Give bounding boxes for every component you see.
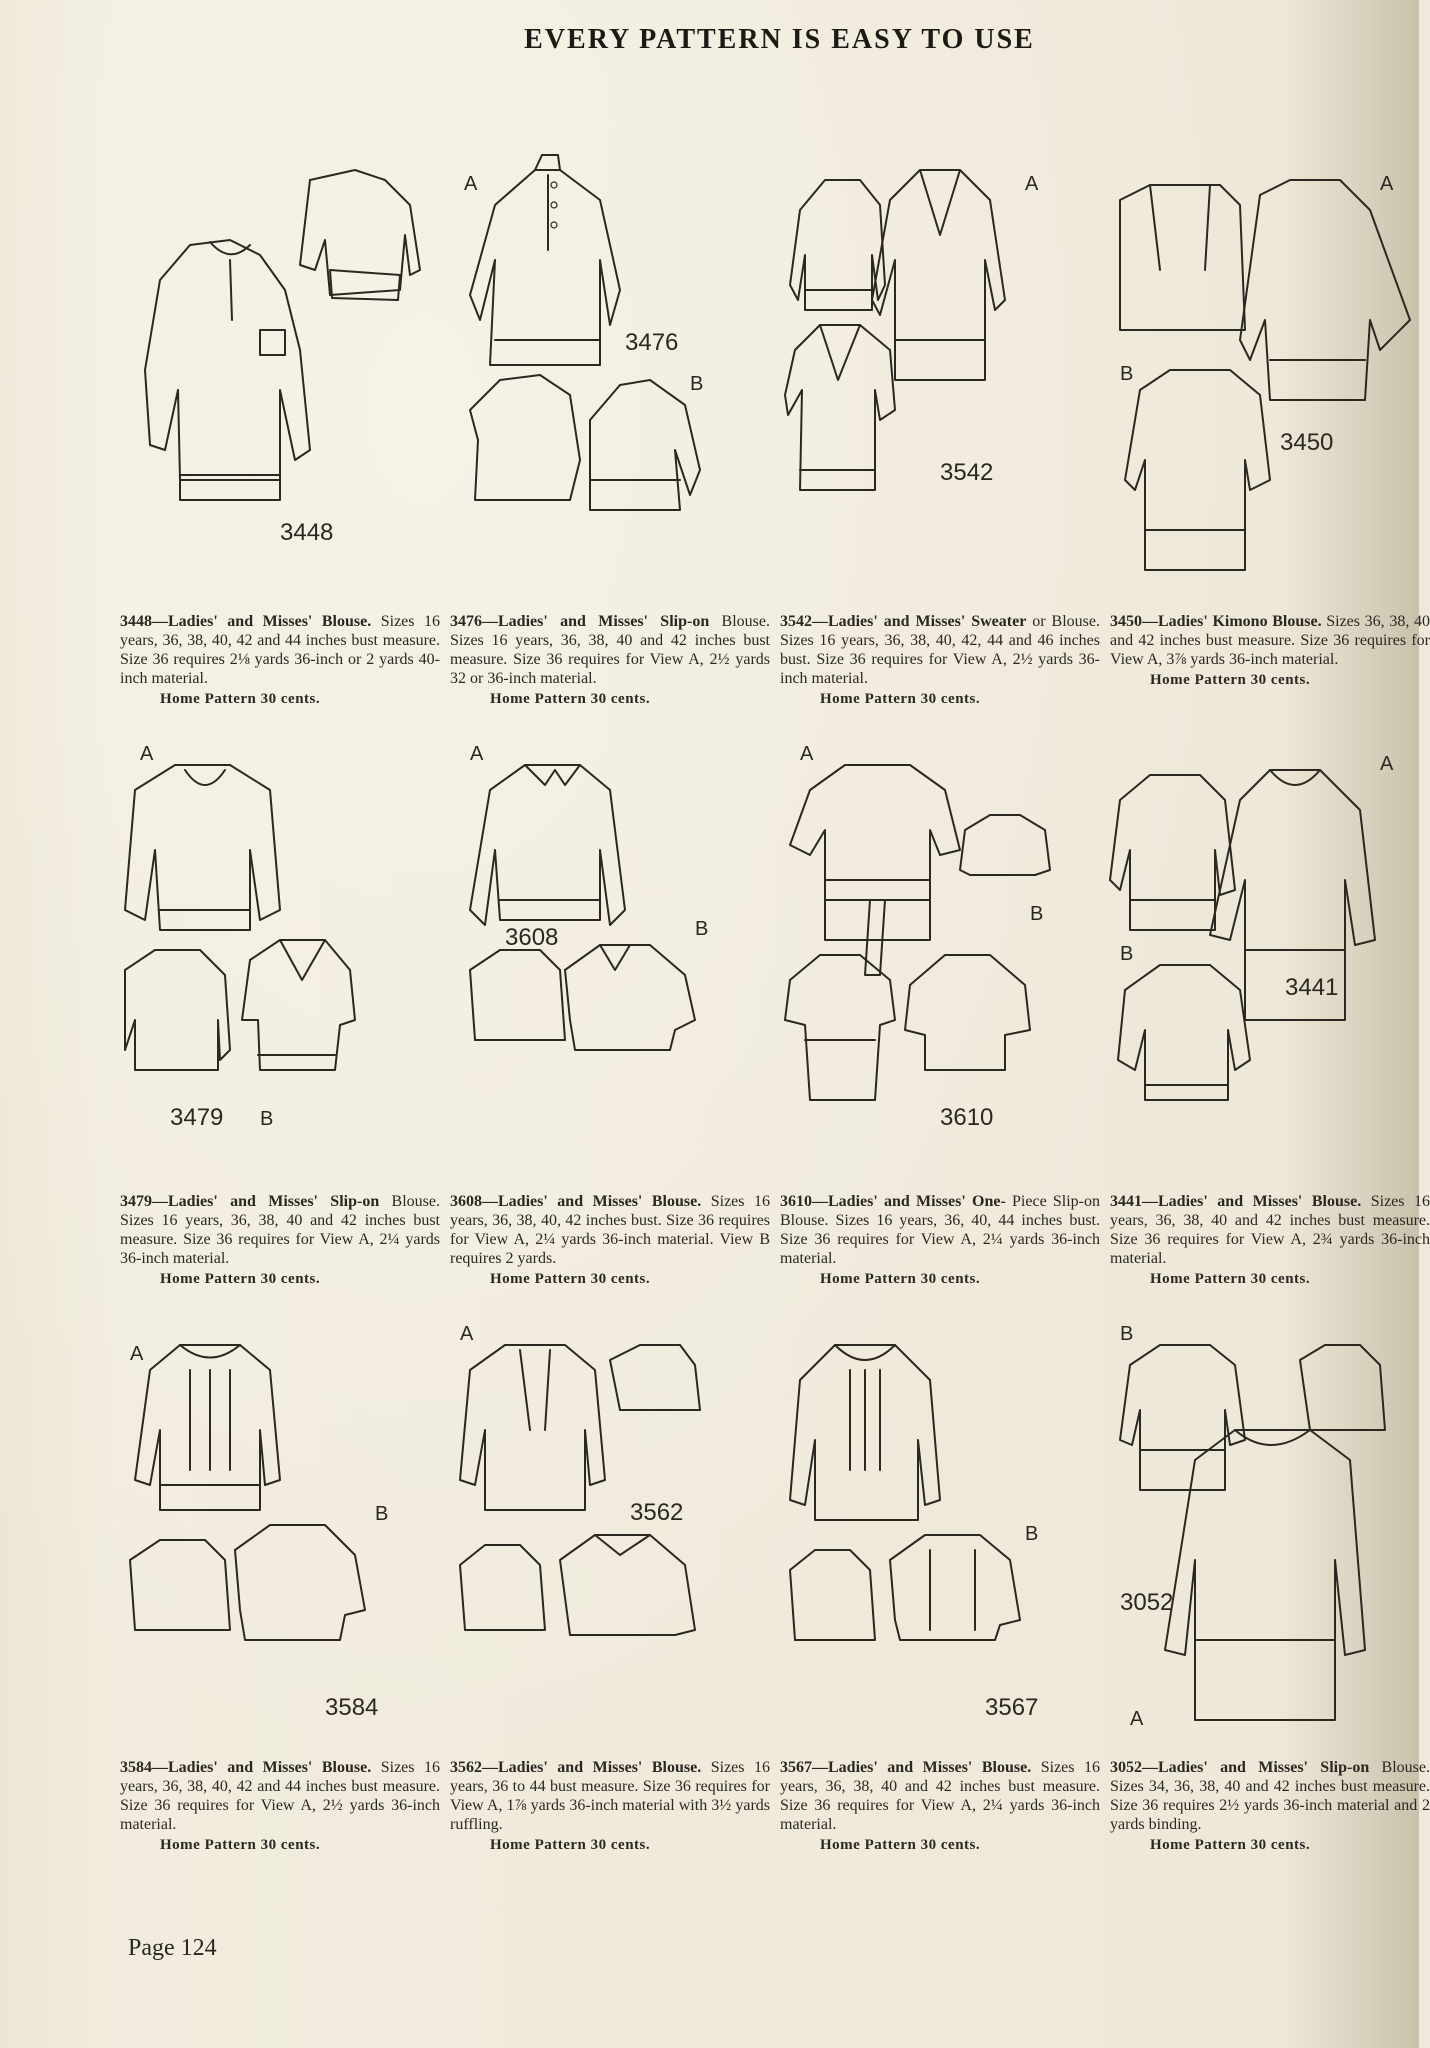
pattern-price: Home Pattern 30 cents. [1150,1837,1311,1853]
caption-title: 3608—Ladies' and Misses' Blouse. [450,1193,702,1210]
view-label-a: A [1380,173,1394,195]
pattern-caption [450,612,770,709]
view-label-a: A [464,173,478,195]
sweater-illustration [780,150,1090,590]
pattern-number: 3567 [985,1694,1039,1721]
view-label-b: B [1030,903,1044,925]
caption-body: Sizes 16 years, 36, 38, 40 and 42 inches bust measure. Size 36 requires for View A, 2¼ yards 36-inch material. [780,1759,1100,1833]
blouse-illustration [780,1310,1090,1750]
view-label-a: A [1025,173,1039,195]
view-label-b: B [695,918,709,940]
pattern-price: Home Pattern 30 cents. [160,691,321,707]
pattern-number: 3608 [505,924,559,951]
caption-body: Blouse. Sizes 34, 36, 38, 40 and 42 inches bust measure. Size 36 requires 2½ yards 36-inch material and 2 yards binding. [1110,1759,1430,1833]
view-label-b: B [260,1108,274,1130]
pattern-caption [120,612,440,709]
pattern-price: Home Pattern 30 cents. [1150,672,1311,688]
pattern-price: Home Pattern 30 cents. [490,1271,651,1287]
view-label-b: B [375,1503,389,1525]
pattern-price: Home Pattern 30 cents. [490,691,651,707]
pattern-price: Home Pattern 30 cents. [820,1271,981,1287]
pattern-number: 3584 [325,1694,379,1721]
view-label-b: B [1120,363,1134,385]
view-label-a: A [140,743,154,765]
caption-title: 3441—Ladies' and Misses' Blouse. [1110,1193,1362,1210]
pattern-caption [1110,1758,1430,1855]
blouse-illustration [120,1310,430,1750]
page-title: EVERY PATTERN IS EASY TO USE [524,24,1035,55]
pattern-caption [780,1758,1100,1855]
caption-body: Sizes 16 years, 36, 38, 40, 42 and 44 inches bust measure. Size 36 requires 2⅛ yards 36-inch or 2 yards 40-inch material. [120,613,440,687]
pattern-price: Home Pattern 30 cents. [160,1837,321,1853]
caption-title: 3567—Ladies' and Misses' Blouse. [780,1759,1032,1776]
pattern-caption [780,612,1100,709]
view-label-b: B [690,373,704,395]
page-header [0,24,1419,56]
pattern-caption [1110,612,1430,690]
caption-body: Sizes 16 years, 36, 38, 40, 42 inches bust. Size 36 requires for View A, 2¼ yards 36-inch material. View B requires 2 yards. [450,1193,770,1267]
pattern-price: Home Pattern 30 cents. [820,691,981,707]
caption-title: 3052—Ladies' and Misses' Slip-on [1110,1759,1370,1776]
pattern-price: Home Pattern 30 cents. [490,1837,651,1853]
caption-body: Sizes 16 years, 36, 38, 40, 42 and 44 inches bust measure. Size 36 requires for View A, 2½ yards 36-inch material. [120,1759,440,1833]
pattern-caption [120,1758,440,1855]
pattern-price: Home Pattern 30 cents. [820,1837,981,1853]
caption-body: or Blouse. Sizes 16 years, 36, 38, 40, 42, 44 and 46 inches bust. Size 36 requires for View A, 2½ yards 36-inch material. [780,613,1100,687]
blouse-illustration [450,1310,760,1750]
caption-title: 3584—Ladies' and Misses' Blouse. [120,1759,372,1776]
pattern-caption [1110,1192,1430,1289]
page-number: Page 124 [128,1935,217,1961]
pattern-number: 3610 [940,1104,994,1131]
caption-body: Blouse. Sizes 16 years, 36, 38, 40 and 42 inches bust measure. Size 36 requires for View A, 2¼ yards 36-inch material. [120,1193,440,1267]
slip-on-blouse-illustration [1110,1310,1420,1750]
view-label-a: A [130,1343,144,1365]
caption-body: Sizes 16 years, 36 to 44 bust measure. Size 36 requires for View A, 1⅞ yards 36-inch material with 3½ yards ruffling. [450,1759,770,1833]
blouse-illustration [120,730,430,1170]
view-label-b: B [1025,1523,1039,1545]
view-label-a: A [1130,1708,1144,1730]
blouse-illustration [1110,730,1420,1170]
caption-title: 3450—Ladies' Kimono Blouse. [1110,613,1322,630]
blouse-illustration [450,150,760,590]
blouse-illustration [120,150,430,590]
slip-on-blouse-illustration [780,730,1090,1170]
caption-title: 3476—Ladies' and Misses' Slip-on [450,613,710,630]
pattern-number: 3450 [1280,429,1334,456]
caption-body: Sizes 36, 38, 40 and 42 inches bust measure. Size 36 requires for View A, 3⅞ yards 36-inch material. [1110,613,1430,668]
pattern-number: 3476 [625,329,679,356]
caption-body: Sizes 16 years, 36, 38, 40 and 42 inches bust measure. Size 36 requires for View A, 2¾ yards 36-inch material. [1110,1193,1430,1267]
kimono-blouse-illustration [1110,150,1420,590]
pattern-number: 3542 [940,459,994,486]
pattern-grid [120,150,1430,1900]
caption-title: 3479—Ladies' and Misses' Slip-on [120,1193,380,1210]
pattern-caption [450,1758,770,1855]
caption-title: 3562—Ladies' and Misses' Blouse. [450,1759,702,1776]
pattern-caption [450,1192,770,1289]
pattern-number: 3448 [280,519,334,546]
caption-title: 3542—Ladies' and Misses' Sweater [780,613,1027,630]
view-label-a: A [470,743,484,765]
blouse-illustration [450,730,760,1170]
pattern-caption [120,1192,440,1289]
view-label-b: B [1120,1323,1134,1345]
pattern-number: 3479 [170,1104,224,1131]
caption-body: Blouse. Sizes 16 years, 36, 38, 40 and 42 inches bust measure. Size 36 requires for View A, 2½ yards 32 or 36-inch material. [450,613,770,687]
view-label-a: A [460,1323,474,1345]
view-label-b: B [1120,943,1134,965]
caption-body: Piece Slip-on Blouse. Sizes 16 years, 36, 40, 44 inches bust. Size 36 requires for View A, 2¼ yards 36-inch material. [780,1193,1100,1267]
caption-title: 3610—Ladies' and Misses' One- [780,1193,1006,1210]
pattern-price: Home Pattern 30 cents. [160,1271,321,1287]
pattern-number: 3562 [630,1499,684,1526]
pattern-number: 3441 [1285,974,1339,1001]
caption-title: 3448—Ladies' and Misses' Blouse. [120,613,372,630]
view-label-a: A [1380,753,1394,775]
view-label-a: A [800,743,814,765]
pattern-price: Home Pattern 30 cents. [1150,1271,1311,1287]
pattern-number: 3052 [1120,1589,1174,1616]
pattern-caption [780,1192,1100,1289]
